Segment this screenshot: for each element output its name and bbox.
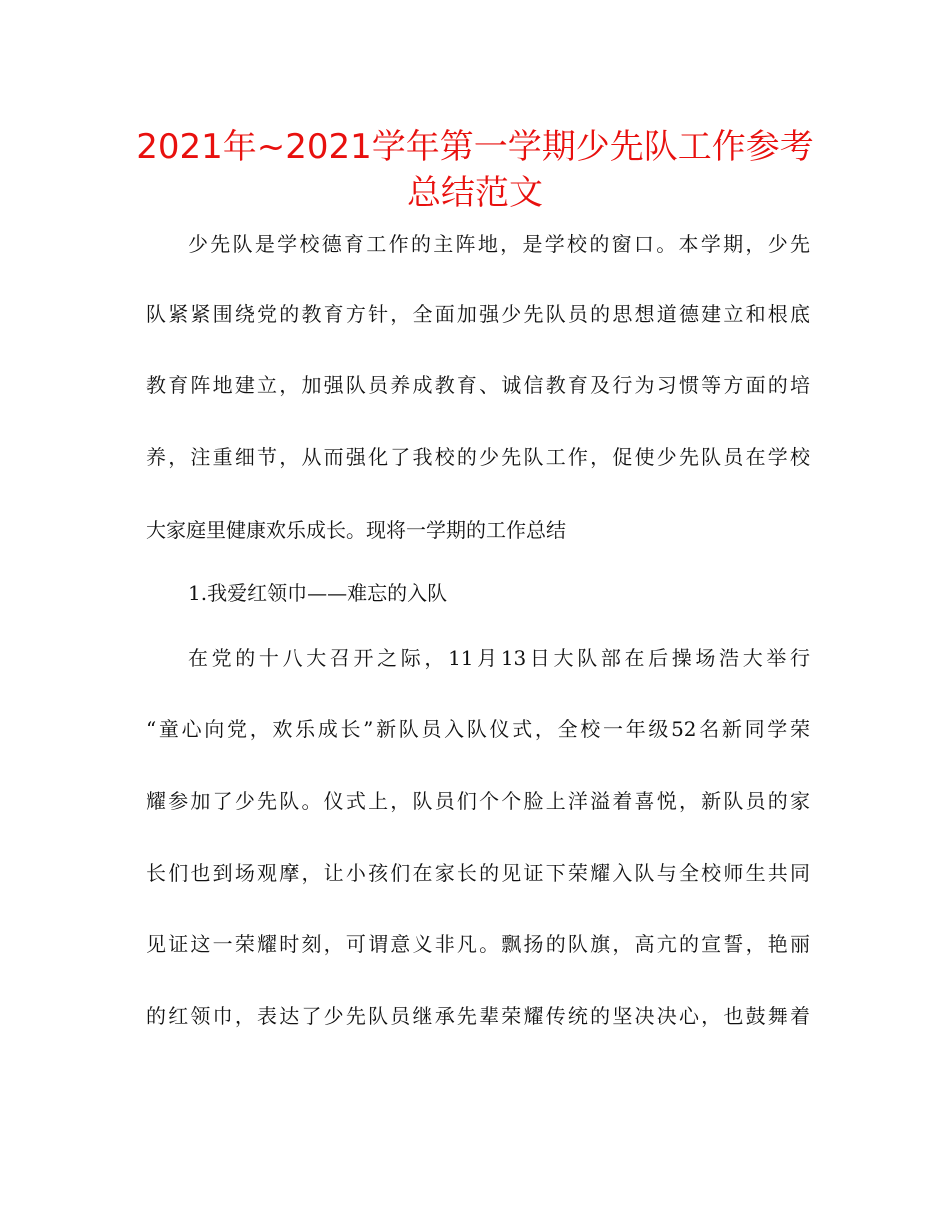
paragraph-1-line-5: 大家庭里健康欢乐成长。现将一学期的工作总结 — [146, 518, 566, 542]
document-title-line-1: 2021年~2021学年第一学期少先队工作参考 — [136, 127, 814, 167]
paragraph-3-line-2: “童心向党，欢乐成长”新队员入队仪式，全校一年级52名新同学荣 — [146, 717, 810, 741]
document-title-line-2: 总结范文 — [407, 173, 543, 213]
paragraph-1-line-2: 队紧紧围绕党的教育方针，全面加强少先队员的思想道德建立和根底 — [146, 302, 810, 326]
paragraph-1-line-3: 教育阵地建立，加强队员养成教育、诚信教育及行为习惯等方面的培 — [146, 373, 810, 397]
paragraph-3-line-5: 见证这一荣耀时刻，可谓意义非凡。飘扬的队旗，高亢的宣誓，艳丽 — [146, 932, 810, 956]
paragraph-1-line-4: 养，注重细节，从而强化了我校的少先队工作，促使少先队员在学校 — [146, 445, 810, 469]
section-heading-1: 1.我爱红领巾——难忘的入队 — [188, 581, 448, 605]
paragraph-3-line-1: 在党的十八大召开之际，11月13日大队部在后操场浩大举行 — [188, 646, 810, 670]
paragraph-3-line-4: 长们也到场观摩，让小孩们在家长的见证下荣耀入队与全校师生共同 — [146, 861, 810, 885]
paragraph-1-line-1: 少先队是学校德育工作的主阵地，是学校的窗口。本学期，少先 — [188, 232, 810, 256]
paragraph-3-line-6: 的红领巾，表达了少先队员继承先辈荣耀传统的坚决决心，也鼓舞着 — [146, 1004, 810, 1028]
paragraph-3-line-3: 耀参加了少先队。仪式上，队员们个个脸上洋溢着喜悦，新队员的家 — [146, 789, 810, 813]
